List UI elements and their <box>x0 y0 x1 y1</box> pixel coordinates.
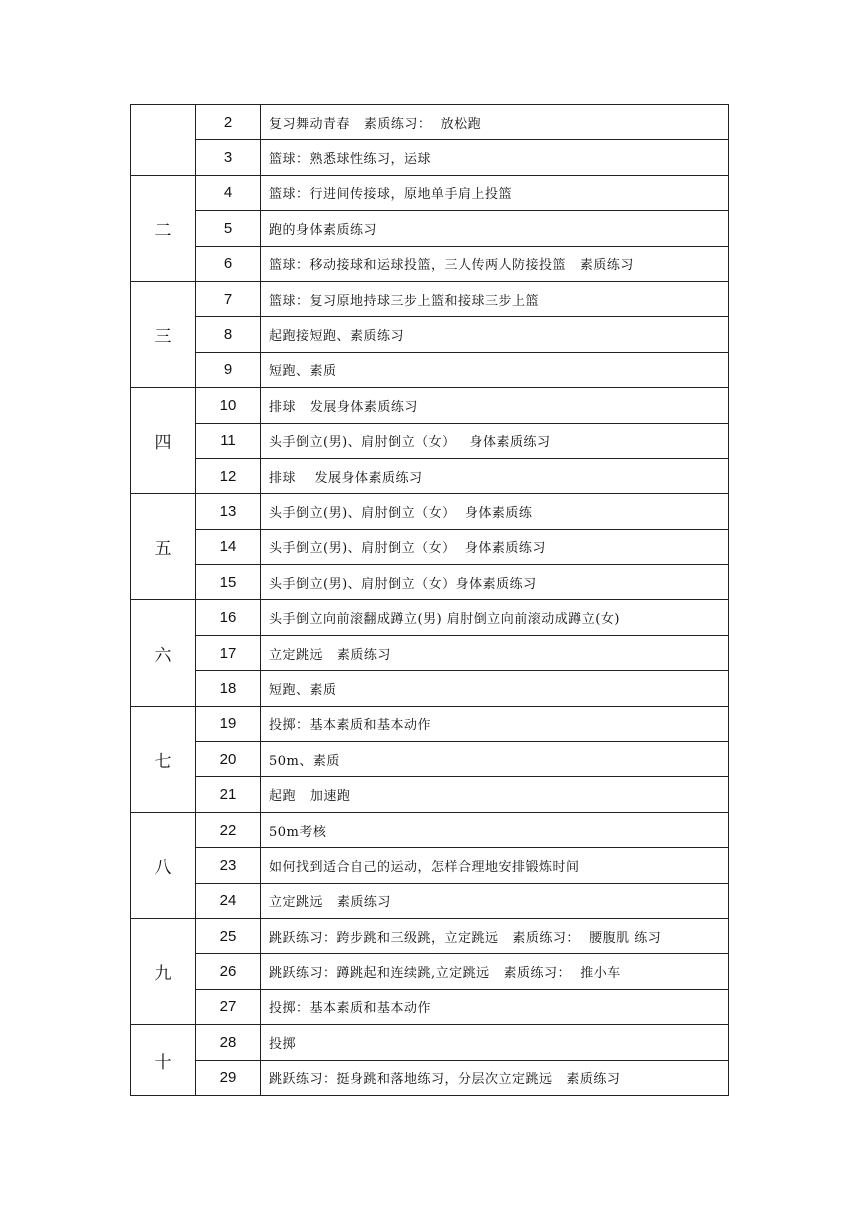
lesson-content-cell: 立定跳远 素质练习 <box>261 635 729 670</box>
lesson-number-cell: 3 <box>196 140 261 175</box>
lesson-number-cell: 5 <box>196 211 261 246</box>
lesson-content-cell: 起跑接短跑、素质练习 <box>261 317 729 352</box>
table-row <box>131 140 729 175</box>
lesson-content-cell: 跑的身体素质练习 <box>261 211 729 246</box>
table-row <box>131 1025 729 1060</box>
lesson-content-cell: 短跑、素质 <box>261 352 729 387</box>
lesson-number-cell: 18 <box>196 671 261 706</box>
lesson-content-cell: 投掷：基本素质和基本动作 <box>261 706 729 741</box>
lesson-number-cell: 12 <box>196 458 261 493</box>
lesson-number-cell: 8 <box>196 317 261 352</box>
table-row <box>131 635 729 670</box>
lesson-number-cell: 29 <box>196 1060 261 1095</box>
lesson-number-cell: 25 <box>196 918 261 953</box>
table-row <box>131 1060 729 1095</box>
lesson-content-cell: 篮球：移动接球和运球投篮，三人传两人防接投篮 素质练习 <box>261 246 729 281</box>
lesson-number-cell: 22 <box>196 812 261 847</box>
lesson-number-cell: 11 <box>196 423 261 458</box>
table-row <box>131 954 729 989</box>
lesson-number-cell: 19 <box>196 706 261 741</box>
week-cell: 七 <box>131 706 196 812</box>
table-row <box>131 742 729 777</box>
schedule-body <box>131 105 729 1096</box>
lesson-number-cell: 16 <box>196 600 261 635</box>
lesson-content-cell: 跳跃练习：挺身跳和落地练习，分层次立定跳远 素质练习 <box>261 1060 729 1095</box>
lesson-content-cell: 投掷 <box>261 1025 729 1060</box>
lesson-content-cell: 头手倒立(男)、肩肘倒立（女） 身体素质练习 <box>261 529 729 564</box>
lesson-number-cell: 13 <box>196 494 261 529</box>
lesson-content-cell: 头手倒立(男)、肩肘倒立（女） 身体素质练 <box>261 494 729 529</box>
lesson-content-cell: 头手倒立(男)、肩肘倒立（女）身体素质练习 <box>261 565 729 600</box>
lesson-number-cell: 9 <box>196 352 261 387</box>
table-row <box>131 388 729 423</box>
lesson-content-cell: 投掷：基本素质和基本动作 <box>261 989 729 1024</box>
lesson-number-cell: 17 <box>196 635 261 670</box>
lesson-number-cell: 6 <box>196 246 261 281</box>
week-cell <box>131 105 196 176</box>
table-row <box>131 317 729 352</box>
lesson-number-cell: 26 <box>196 954 261 989</box>
table-row <box>131 352 729 387</box>
week-cell: 四 <box>131 388 196 494</box>
table-row <box>131 423 729 458</box>
table-row <box>131 281 729 316</box>
lesson-number-cell: 4 <box>196 175 261 210</box>
week-cell: 九 <box>131 918 196 1024</box>
lesson-number-cell: 20 <box>196 742 261 777</box>
table-row <box>131 105 729 140</box>
lesson-number-cell: 7 <box>196 281 261 316</box>
lesson-content-cell: 头手倒立(男)、肩肘倒立（女） 身体素质练习 <box>261 423 729 458</box>
schedule-table <box>130 104 729 1096</box>
table-row <box>131 706 729 741</box>
week-cell: 三 <box>131 281 196 387</box>
table-row <box>131 494 729 529</box>
lesson-number-cell: 14 <box>196 529 261 564</box>
lesson-content-cell: 跳跃练习：跨步跳和三级跳，立定跳远 素质练习： 腰腹肌 练习 <box>261 918 729 953</box>
table-row <box>131 175 729 210</box>
lesson-number-cell: 21 <box>196 777 261 812</box>
lesson-content-cell: 起跑 加速跑 <box>261 777 729 812</box>
lesson-content-cell: 头手倒立向前滚翻成蹲立(男) 肩肘倒立向前滚动成蹲立(女) <box>261 600 729 635</box>
week-cell: 二 <box>131 175 196 281</box>
table-row <box>131 565 729 600</box>
table-row <box>131 458 729 493</box>
lesson-number-cell: 28 <box>196 1025 261 1060</box>
table-row <box>131 671 729 706</box>
lesson-number-cell: 27 <box>196 989 261 1024</box>
lesson-content-cell: 短跑、素质 <box>261 671 729 706</box>
lesson-content-cell: 如何找到适合自己的运动，怎样合理地安排锻炼时间 <box>261 848 729 883</box>
table-row <box>131 883 729 918</box>
lesson-number-cell: 23 <box>196 848 261 883</box>
table-row <box>131 918 729 953</box>
lesson-content-cell: 立定跳远 素质练习 <box>261 883 729 918</box>
lesson-content-cell: 排球 发展身体素质练习 <box>261 388 729 423</box>
table-row <box>131 777 729 812</box>
week-cell: 八 <box>131 812 196 918</box>
table-row <box>131 529 729 564</box>
table-row <box>131 812 729 847</box>
week-cell: 五 <box>131 494 196 600</box>
lesson-content-cell: 50m、素质 <box>261 742 729 777</box>
table-row <box>131 848 729 883</box>
lesson-content-cell: 篮球：行进间传接球，原地单手肩上投篮 <box>261 175 729 210</box>
lesson-content-cell: 排球 发展身体素质练习 <box>261 458 729 493</box>
lesson-number-cell: 10 <box>196 388 261 423</box>
week-cell: 六 <box>131 600 196 706</box>
lesson-content-cell: 篮球：复习原地持球三步上篮和接球三步上篮 <box>261 281 729 316</box>
lesson-number-cell: 15 <box>196 565 261 600</box>
lesson-content-cell: 篮球：熟悉球性练习，运球 <box>261 140 729 175</box>
lesson-content-cell: 复习舞动青春 素质练习： 放松跑 <box>261 105 729 140</box>
lesson-content-cell: 跳跃练习：蹲跳起和连续跳,立定跳远 素质练习： 推小车 <box>261 954 729 989</box>
week-cell: 十 <box>131 1025 196 1096</box>
lesson-number-cell: 24 <box>196 883 261 918</box>
table-row <box>131 989 729 1024</box>
table-row <box>131 246 729 281</box>
lesson-content-cell: 50m考核 <box>261 812 729 847</box>
table-row <box>131 600 729 635</box>
table-row <box>131 211 729 246</box>
lesson-number-cell: 2 <box>196 105 261 140</box>
